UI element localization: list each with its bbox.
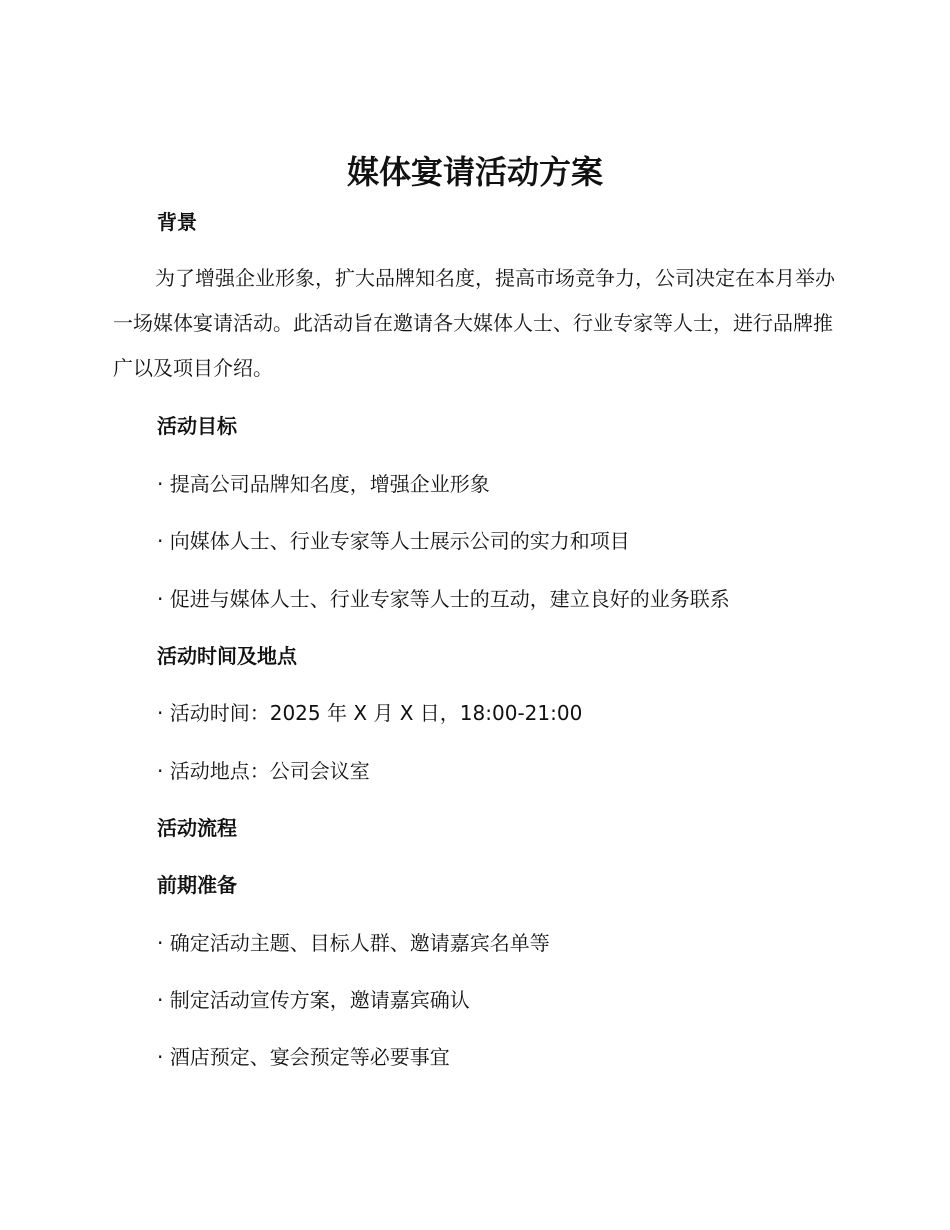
- goal-item: · 促进与媒体人士、行业专家等人士的互动，建立良好的业务联系: [157, 587, 730, 611]
- background-paragraph: 为了增强企业形象，扩大品牌知名度，提高市场竞争力，公司决定在本月举办一场媒体宴请活动。此活动旨在邀请各大媒体人士、行业专家等人士，进行品牌推广以及项目介绍。: [113, 266, 835, 380]
- section-heading-time-place: 活动时间及地点: [157, 644, 297, 668]
- document-title: 媒体宴请活动方案: [346, 153, 603, 191]
- preparation-item: · 酒店预定、宴会预定等必要事宜: [157, 1045, 450, 1069]
- time-place-item: · 活动地点：公司会议室: [157, 759, 370, 783]
- goal-item: · 提高公司品牌知名度，增强企业形象: [157, 472, 490, 496]
- goal-item: · 向媒体人士、行业专家等人士展示公司的实力和项目: [157, 529, 630, 553]
- section-heading-preparation: 前期准备: [157, 873, 237, 897]
- section-heading-goals: 活动目标: [157, 414, 237, 438]
- preparation-item: · 确定活动主题、目标人群、邀请嘉宾名单等: [157, 931, 550, 955]
- section-heading-background: 背景: [157, 210, 197, 234]
- section-heading-process: 活动流程: [157, 816, 237, 840]
- time-place-item: · 活动时间：2025 年 X 月 X 日，18:00-21:00: [157, 701, 583, 725]
- preparation-item: · 制定活动宣传方案，邀请嘉宾确认: [157, 988, 470, 1012]
